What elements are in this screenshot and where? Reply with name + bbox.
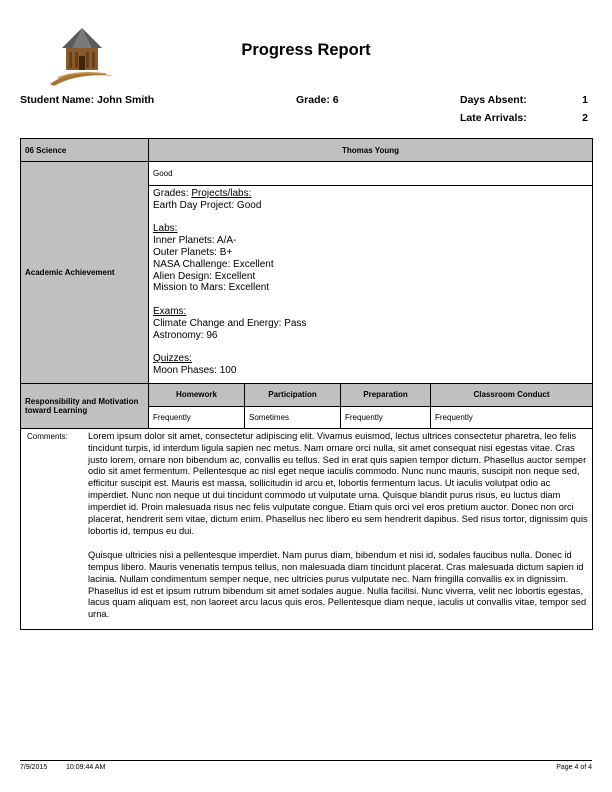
exam-item: Climate Change and Energy: Pass bbox=[153, 317, 307, 329]
lab-item: Mission to Mars: Excellent bbox=[153, 282, 270, 294]
projects-heading: Projects/labs: bbox=[191, 188, 252, 199]
quizzes-heading: Quizzes: bbox=[153, 353, 192, 365]
student-name-label: Student Name: bbox=[20, 94, 95, 106]
preparation-value: Frequently bbox=[341, 406, 431, 428]
grade-value: 6 bbox=[332, 94, 339, 106]
classroom-conduct-value: Frequently bbox=[431, 406, 593, 428]
footer-time: 10:09:44 AM bbox=[66, 764, 106, 771]
comments-cell bbox=[21, 428, 593, 629]
grade-row bbox=[296, 94, 339, 106]
project-item: Earth Day Project: Good bbox=[153, 199, 262, 211]
exam-item: Astronomy: 96 bbox=[153, 329, 218, 341]
lab-item: NASA Challenge: Excellent bbox=[153, 258, 274, 270]
homework-header: Homework bbox=[149, 383, 245, 406]
grade-label: Grade: bbox=[296, 94, 330, 106]
homework-value: Frequently bbox=[149, 406, 245, 428]
footer-page-number: Page 4 of 4 bbox=[556, 764, 592, 771]
responsibility-label: Responsibility and Motivation toward Learning bbox=[21, 383, 149, 428]
grades-prefix: Grades: bbox=[153, 188, 192, 199]
teacher-name: Thomas Young bbox=[149, 139, 593, 162]
course-name: 06 Science bbox=[21, 139, 149, 162]
comment-paragraph: Lorem ipsum dolor sit amet, consectetur adipiscing elit. Vivamus euismod, lectus ultrices consectetur pharetra, leo felis tincidunt turpis, id interdum ligula sapien nec metus. Nam ornare orci nulla, sit amet consequat nisi egestas vitae. Cras justo lorem, ornare non bibendum ac, convallis eu tellus. Sed in erat quis sapien tempor dictum. Phasellus auctor semper odio sit amet fermentum. Pellentesque ac nisl eget neque iaculis commodo. Nunc nunc mauris, suscipit non neque sed, efficitur suscipit est. Mauris est massa, sollicitudin id arcu et, lobortis fermentum lacus. Ut iaculis volutpat odio ac imperdiet. Nunc non neque ut dui tincidunt commodo ut vulputate urna. Quisque blandit purus risus, eu luctus diam imperdiet id. Proin malesuada risus nec felis vulputate congue. Etiam quis orci vel eros pretium auctor. Donec non orci placerat, hendrerit sem vitae, dictum enim. Phasellus nec libero eu sem hendrerit dapibus. Sed risus tortor, dignissim quis lobortis id, tempus eu dui. bbox=[88, 430, 588, 536]
footer-date: 7/9/2015 bbox=[20, 764, 48, 771]
preparation-header: Preparation bbox=[341, 383, 431, 406]
quiz-item: Moon Phases: 100 bbox=[153, 364, 237, 376]
late-arrivals-label: Late Arrivals: bbox=[460, 112, 527, 124]
participation-value: Sometimes bbox=[245, 406, 341, 428]
comment-paragraph: Quisque ultricies nisi a pellentesque imperdiet. Nam purus diam, bibendum et nisi id, sodales faucibus nulla. Donec id tempus libero. Mauris venenatis tempus tellus, non malesuada diam tincidunt placerat. Cras malesuada dictum sapien id lacinia. Nullam condimentum semper neque, nec ultricies purus vulputate nec. Nam fringilla convallis ex in dignissim. Phasellus id est et ipsum rutrum bibendum sit amet sodales augue. Nulla facilisi. Nunc viverra, velit nec lobortis egestas, lacus quam aliquam est, non laoreet arcu lacus quis eros. Pellentesque diam neque, iaculis ut convallis vitae, tempor sed urna. bbox=[88, 549, 587, 620]
achievement-summary: Good bbox=[149, 162, 593, 186]
page-title: Progress Report bbox=[241, 41, 371, 59]
comments-body bbox=[88, 431, 588, 621]
footer-divider bbox=[20, 760, 592, 761]
grades-line bbox=[153, 188, 588, 200]
days-absent-label: Days Absent: bbox=[460, 94, 527, 106]
lab-item: Inner Planets: A/A- bbox=[153, 235, 237, 247]
report-table bbox=[20, 138, 593, 630]
student-name-row bbox=[20, 94, 154, 106]
lab-item: Alien Design: Excellent bbox=[153, 270, 256, 282]
achievement-details bbox=[149, 186, 593, 384]
academic-achievement-label: Academic Achievement bbox=[21, 162, 149, 384]
labs-heading: Labs: bbox=[153, 223, 178, 235]
comments-label: Comments: bbox=[27, 431, 68, 441]
late-arrivals-value: 2 bbox=[582, 112, 588, 124]
participation-header: Participation bbox=[245, 383, 341, 406]
days-absent-value: 1 bbox=[582, 94, 588, 106]
student-name-value: John Smith bbox=[97, 94, 155, 106]
exams-heading: Exams: bbox=[153, 305, 187, 317]
classroom-conduct-header: Classroom Conduct bbox=[431, 383, 593, 406]
lab-item: Outer Planets: B+ bbox=[153, 246, 233, 258]
